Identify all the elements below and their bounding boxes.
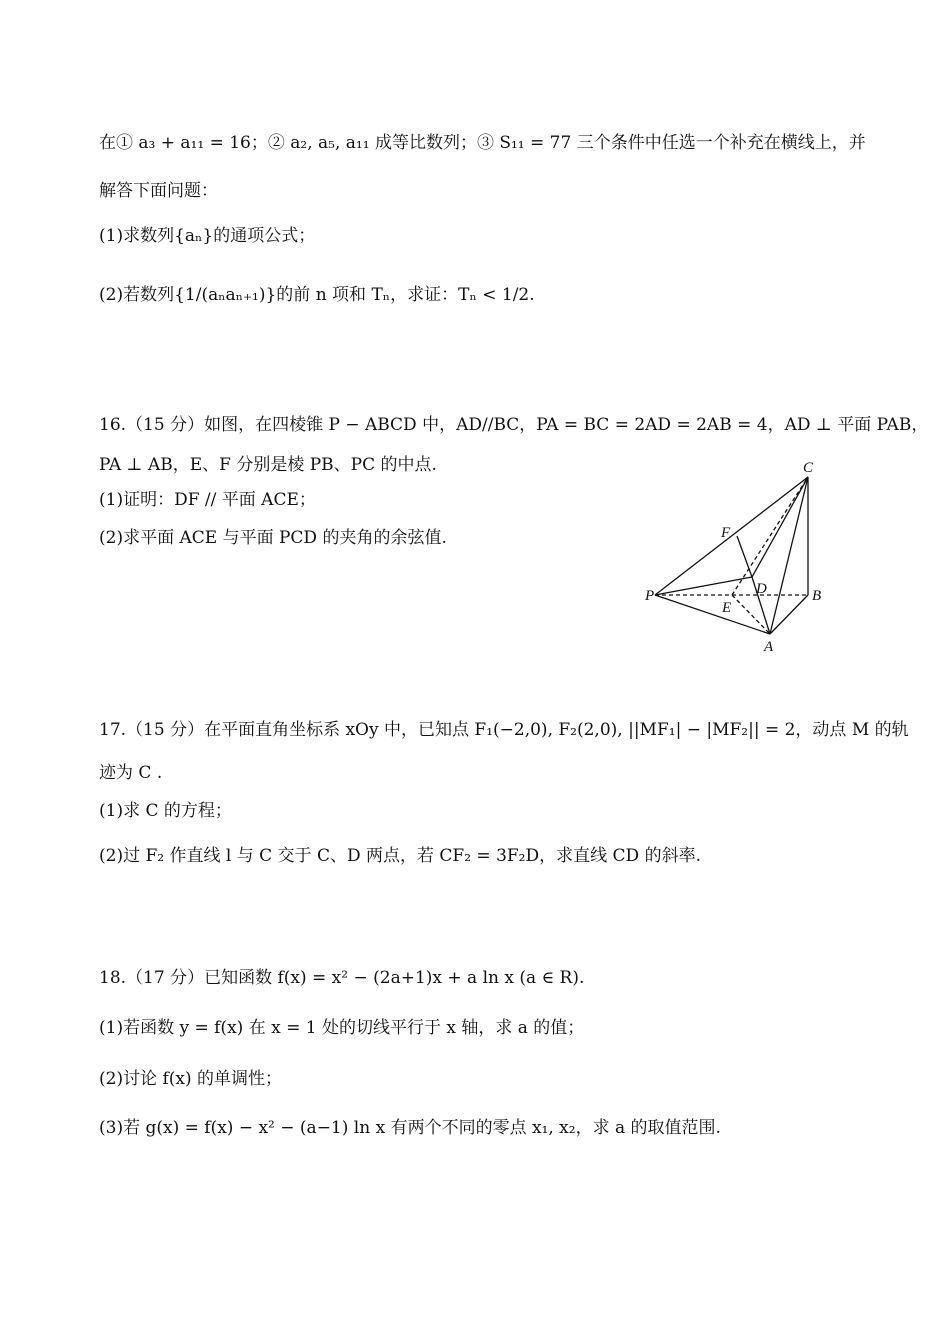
- p17-line2: 迹为 C .: [99, 763, 163, 783]
- p15-intro-line2: 解答下面问题：: [99, 181, 218, 201]
- label-A: A: [764, 639, 774, 655]
- p18-part3: (3)若 g(x) = f(x) − x² − (a−1) ln x 有两个不同的零点 x₁, x₂，求 a 的取值范围.: [99, 1118, 721, 1138]
- p15-part2: (2)若数列{1/(aₙaₙ₊₁)}的前 n 项和 Tₙ，求证：Tₙ < 1/2.: [99, 285, 535, 305]
- p16-part1: (1)证明：DF // 平面 ACE；: [99, 490, 316, 510]
- label-E: E: [722, 600, 732, 616]
- edge-AB: [770, 595, 808, 634]
- p18-line1: 18.（17 分）已知函数 f(x) = x² − (2a+1)x + a ln x (a ∈ R).: [99, 968, 585, 988]
- p16-line2: PA ⊥ AB，E、F 分别是棱 PB、PC 的中点.: [99, 455, 437, 475]
- p18-part1: (1)若函数 y = f(x) 在 x = 1 处的切线平行于 x 轴，求 a 的值；: [99, 1018, 585, 1038]
- p18-part2: (2)讨论 f(x) 的单调性；: [99, 1069, 283, 1089]
- edge-CA: [770, 477, 808, 634]
- p17-part2: (2)过 F₂ 作直线 l 与 C 交于 C、D 两点，若 CF₂ = 3F₂D，求直线 CD 的斜率.: [99, 846, 701, 866]
- edge-PA: [655, 595, 770, 634]
- p15-part1: (1)求数列{aₙ}的通项公式；: [99, 226, 316, 246]
- edge-EC-hidden: [732, 477, 808, 595]
- pyramid-figure: [640, 455, 840, 660]
- label-D: D: [756, 581, 767, 597]
- edge-PC: [655, 477, 808, 595]
- p15-intro-line1: 在① a₃ + a₁₁ = 16；② a₂, a₅, a₁₁ 成等比数列；③ S₁₁ = 77 三个条件中任选一个补充在横线上，并: [99, 133, 866, 153]
- p16-part2: (2)求平面 ACE 与平面 PCD 的夹角的余弦值.: [99, 528, 447, 548]
- p17-part1: (1)求 C 的方程；: [99, 801, 232, 821]
- p16-line1: 16.（15 分）如图，在四棱锥 P − ABCD 中，AD//BC，PA = BC = 2AD = 2AB = 4，AD ⊥ 平面 PAB，: [99, 415, 929, 435]
- label-P: P: [645, 588, 655, 604]
- edge-FD: [737, 536, 752, 577]
- p17-line1: 17.（15 分）在平面直角坐标系 xOy 中，已知点 F₁(−2,0), F₂(2,0), ||MF₁| − |MF₂|| = 2，动点 M 的轨: [99, 720, 909, 740]
- label-B: B: [812, 588, 822, 604]
- label-C: C: [803, 460, 814, 476]
- label-F: F: [721, 525, 731, 541]
- edge-CD: [752, 477, 808, 577]
